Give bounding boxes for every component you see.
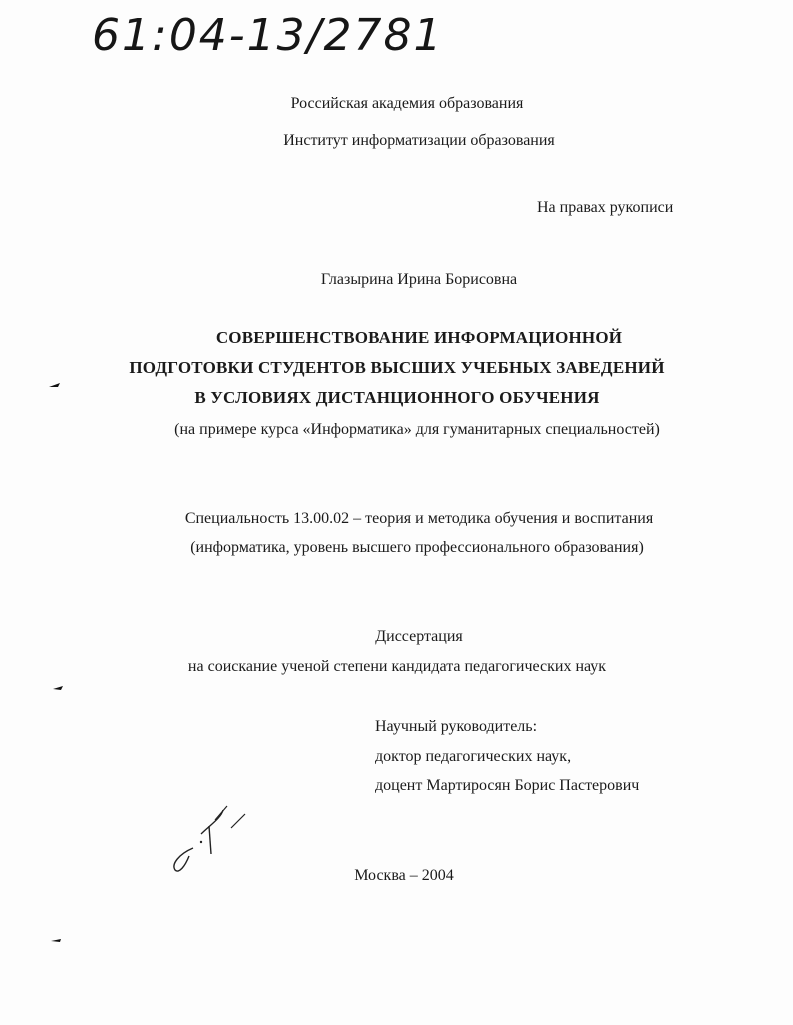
- city-year: Москва – 2004: [354, 867, 454, 884]
- dissertation-label: Диссертация: [375, 628, 463, 645]
- specialty-line-2: (информатика, уровень высшего профессионального образования): [190, 539, 644, 556]
- supervisor-label: Научный руководитель:: [375, 718, 538, 735]
- author-name: Глазырина Ирина Борисовна: [320, 271, 518, 288]
- scan-speck-mark: [52, 684, 66, 692]
- signature-mark: [165, 796, 255, 876]
- supervisor-name: доцент Мартиросян Борис Пастерович: [375, 777, 640, 794]
- specialty-line-1: Специальность 13.00.02 – теория и методика обучения и воспитания: [184, 510, 654, 527]
- dissertation-purpose: на соискание ученой степени кандидата педагогических наук: [187, 658, 607, 675]
- title-subtitle: (на примере курса «Информатика» для гуманитарных специальностей): [174, 421, 660, 438]
- institute-name: Институт информатизации образования: [283, 132, 555, 149]
- title-line-3: В УСЛОВИЯХ ДИСТАНЦИОННОГО ОБУЧЕНИЯ: [194, 388, 600, 407]
- archive-code-text: 61:04-13/2781: [92, 10, 444, 60]
- scan-speck-mark: [48, 381, 62, 389]
- manuscript-rights-note: На правах рукописи: [537, 199, 674, 216]
- supervisor-degree: доктор педагогических наук,: [375, 748, 572, 765]
- scan-speck-mark: [50, 937, 64, 945]
- title-line-1: СОВЕРШЕНСТВОВАНИЕ ИНФОРМАЦИОННОЙ: [215, 328, 623, 347]
- academy-name: Российская академия образования: [290, 95, 524, 112]
- archive-code-handwritten: [92, 4, 512, 60]
- title-line-2: ПОДГОТОВКИ СТУДЕНТОВ ВЫСШИХ УЧЕБНЫХ ЗАВЕДЕНИЙ: [129, 358, 665, 377]
